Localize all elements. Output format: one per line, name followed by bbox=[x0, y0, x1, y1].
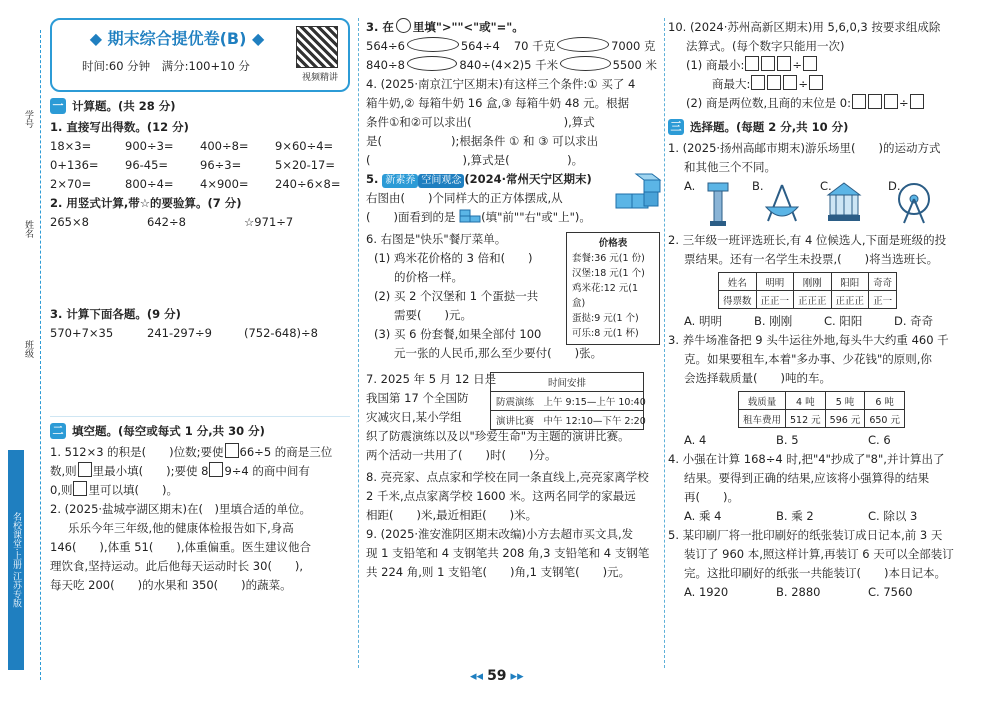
binding-margin bbox=[0, 0, 40, 705]
q9: 9. (2025·淮安淮阴区期末改编)小方去超市买文具,发 bbox=[366, 527, 634, 541]
cubes-icon bbox=[614, 172, 662, 214]
section-fill: 二 填空题。(每空或每式 1 分,共 30 分) bbox=[50, 423, 350, 439]
choice-q3: 3. 养牛场准备把 9 头牛运往外地,每头牛大约重 460 千 克。如果要租车,本着"多办事、少花钱"的原则,你 会选择载质量( )吨的车。 载质量 4 吨 5 吨 6 吨 租车费用 512 元 596 元 650 元 A. 4 B. 5 C. 6 bbox=[668, 333, 949, 447]
choice-q5: 5. 某印刷厂将一批印刷好的纸张装订成日记本,前 3 天 装订了 960 本,照这样计算,再装订 6 天可以全部装订 完。这批印刷好的纸张一共能装订( )本日记本。 A. 1920 B. 2880 C. 7560 bbox=[668, 528, 954, 599]
section-calculation: 一 计算题。(共 28 分) bbox=[50, 98, 350, 114]
choice-q2: 2. 三年级一班评选班长,有 4 位候选人,下面是班级的投 票结果。还有一名学生未投票,( )将当选班长。 姓名 明明 刚刚 阳阳 奇奇 得票数 正正一 正正正 正正正 正一 A. 明明 B. 刚刚 C. 阳阳 D. 奇奇 bbox=[668, 233, 947, 328]
choice-q4: 4. 小强在计算 168÷4 时,把"4"抄成了"8",并计算出了 结果。要得到正确的结果,应该将小强算得的结果 再( )。 A. 乘 4 B. 乘 2 C. 除以 3 bbox=[668, 452, 945, 523]
title-block bbox=[50, 18, 350, 92]
section-choice: 三 选择题。(每题 2 分,共 10 分) bbox=[668, 119, 968, 135]
mental-row: 2×70= 800÷4= 4×900= 240÷6×8= bbox=[50, 177, 341, 191]
q6: 6. 右图是"快乐"餐厅菜单。 (1) 鸡米花价格的 3 倍和( ) 的价格一样。 (2) 买 2 个汉堡和 1 个蛋挞一共 需要( )元。 (3) 买 6 份套餐,如果全部付 100 元一张的人民币,那么至少要付( )张。 价格表 套餐:36 元(1 份) 汉堡:18 元(1 个) 鸡米花:12 元(1 盒) 蛋挞:9 元(1 个) 可乐:8 元(1 杯) bbox=[366, 230, 661, 370]
seat-label: 学号 bbox=[23, 110, 33, 128]
pirate-ship-icon bbox=[760, 181, 804, 227]
vertical-calc-row: 265×8 642÷8 ☆971÷7 bbox=[50, 215, 294, 229]
qr-code-icon[interactable] bbox=[296, 26, 338, 68]
question-title: 1. 直接写出得数。(12 分) bbox=[50, 120, 189, 134]
series-band: 名校课堂·上册 江苏专版 bbox=[8, 450, 24, 670]
fill-q1: 1. 512×3 的积是( )位数;要使 66÷5 的商是三位 bbox=[50, 445, 333, 459]
top-view-icon bbox=[459, 209, 481, 223]
q10: 10. (2024·苏州高新区期末)用 5,6,0,3 按要求组成除 bbox=[668, 20, 941, 34]
column-divider bbox=[358, 18, 360, 668]
binding-line bbox=[40, 30, 41, 680]
fill-q2: 2. (2025·盐城亭湖区期末)在( )里填合适的单位。 bbox=[50, 502, 311, 516]
page-number: ◂◂ 59 ▸▸ bbox=[470, 668, 524, 684]
q8: 8. 亮亮家、点点家和学校在同一条直线上,亮亮家离学校 bbox=[366, 470, 649, 484]
tower-ride-icon bbox=[706, 181, 730, 227]
question-title: 3. 计算下面各题。(9 分) bbox=[50, 307, 181, 321]
column-divider bbox=[664, 18, 666, 668]
mental-row: 0+136= 96-45= 96÷3= 5×20-17= bbox=[50, 158, 336, 172]
ferris-wheel-icon bbox=[894, 181, 934, 227]
class-label: 班级 bbox=[23, 340, 33, 358]
price-menu: 价格表 套餐:36 元(1 份) 汉堡:18 元(1 个) 鸡米花:12 元(1 盒) 蛋挞:9 元(1 个) 可乐:8 元(1 杯) bbox=[566, 232, 660, 345]
compare-title: 3. 在 里填">""<"或"="。 bbox=[366, 20, 524, 34]
schedule-table: 时间安排 防震演练 上午 9:15—上午 10:40 演讲比赛 中午 12:10—下午 2:20 bbox=[490, 372, 644, 430]
column-middle: 3. 在 里填">""<"或"="。 564÷6 564÷4 70 千克 7000 克 840÷8 840÷(4×2) 5 千米 5500 米 4. (2025·南京江宁区期末)有这样三个条件:① 买了 4 箱牛奶,② 每箱牛奶 16 盒,③ 每箱牛奶 48 元。根据 条件①和②可以求出( ),算式 是( );根据条件 ① 和 ③ 可以求出 ( ),算式是( )。 5. 新素养 空间观念 (2024·常州天宁区期末) 右图由( )个同样大的正方体摆成,从 ( )面看到的是 (填"前""右"或"上")。 6. 右图是"快乐"餐厅菜单。 (1) 鸡米花价格的 3 倍和( ) 的价格一样。 (2) 买 2 个汉堡和 1 个蛋挞一共 需要( )元。 (3) 买 6 份套餐,如果全部付 100 元一张的人民币,那么至少要付( )张。 价格表 套餐:36 元(1 份) 汉堡:18 元(1 个) 鸡米花:12 元(1 盒) 蛋挞:9 元(1 个) 可乐:8 元(1 杯) 7. 2025 年 5 月 12 日是 我国第 17 个全国防 灾减灾日,某小学组 织了防震演练以及以"珍爱生命"为主题的演讲比赛。 两个活动一共用了( )时( )分。 时间安排 防震演练 上午 9:15—上午 10:40 演讲比赛 中午 12:10—下午 2:20 8. 亮亮家、点点家和学校在同一条直线上,亮亮家离学校 2 千米,点点家离学校 1600 米。这两名同学的家最远 相距( )米,最近相距( )米。 9. (2025·淮安淮阴区期末改编)小方去超市买文具,发 现 1 支铅笔和 4 支钢笔共 208 角,3 支铅笔和 4 支钢笔 共 224 角,则 1 支铅笔( )角,1 支钢笔( )元。 bbox=[366, 18, 661, 582]
qr-label: 视频精讲 bbox=[301, 73, 338, 83]
question-title: 2. 用竖式计算,带☆的要验算。(7 分) bbox=[50, 196, 242, 210]
carousel-icon bbox=[824, 181, 864, 227]
q5: 5. 新素养 空间观念 (2024·常州天宁区期末) 右图由( )个同样大的正方体摆成,从 ( )面看到的是 (填"前""右"或"上")。 bbox=[366, 170, 661, 230]
choice-q1: 1. (2025·扬州高邮市期末)游乐场里( )的运动方式 和其他三个不同。 A. B. C. D. bbox=[668, 139, 968, 231]
column-right: 10. (2024·苏州高新区期末)用 5,6,0,3 按要求组成除 法算式。(每个数字只能用一次) (1) 商最小: ÷ 商最大: ÷ (2) 商是两位数,且商的末位是 0: ÷ 三 选择题。(每题 2 分,共 10 分) 1. (2025·扬州高邮市期末)游乐场里( )的运动方式 和其他三个不同。 A. B. C. D. 2. 三年级一班评选班长,有 4 位候选人,下面是班级的投 票结果。还有一名学生未投票,( )将当选班长。 姓名 明明 刚刚 阳阳 奇奇 得票数 正正一 正正正 正正正 正一 A. 明明 B. 刚刚 C. 阳阳 D. 奇奇 3. 养牛场准备把 9 头牛运往外地,每头牛大约重 460 千 克。如果要租车,本着"多办事、少花钱"的原则,你 会选择载质量( )吨的车。 载质量 4 吨 5 吨 6 吨 租车费用 512 元 596 元 650 元 A. 4 B. 5 C. 6 4. 小强在计算 168÷4 时,把"4"抄成了"8",并计算出了 结果。要得到正确的结果,应该将小强算得的结果 再( )。 A. 乘 4 B. 乘 2 C. 除以 3 5. 某印刷厂将一批印刷好的纸张装订成日记本,前 3 天 装订了 960 本,照这样计算,再装订 6 天可以全部装订 完。这批印刷好的纸张一共能装订( )本日记本。 A. 1920 B. 2880 C. 7560 bbox=[668, 18, 968, 602]
q4: 4. (2025·南京江宁区期末)有这样三个条件:① 买了 4 bbox=[366, 77, 636, 91]
exam-time: 时间:60 分钟 满分:100+10 分 bbox=[82, 59, 250, 73]
mental-row: 18×3= 900÷3= 400÷8= 9×60÷4= bbox=[50, 139, 334, 153]
name-label: 姓名 bbox=[23, 220, 33, 238]
vote-table: 姓名 明明 刚刚 阳阳 奇奇 得票数 正正一 正正正 正正正 正一 bbox=[718, 272, 897, 309]
calc-row: 570+7×35 241-297÷9 (752-648)÷8 bbox=[50, 326, 318, 340]
column-left: ◆ 期末综合提优卷(B) ◆ 时间:60 分钟 满分:100+10 分 视频精讲 一 计算题。(共 28 分) 1. 直接写出得数。(12 分) 18×3= 900÷3= 400÷8= 9×60÷4= 0+136= 96-45= 96÷3= 5×20-17= 2×70= 800÷4= 4×900= 240÷6×8= 2. 用竖式计算,带☆的要验算。(7 分) 265×8 642÷8 ☆971÷7 3. 计算下面各题。(9 分) 570+7×35 241-297÷9 (752-648)÷8 二 填空题。(每空或每式 1 分,共 30 分) 1. 512×3 的积是( )位数;要使 66÷5 的商是三位 数,则 里最小填( );要使 8 9÷4 的商中间有 0,则 里可以填( )。 2. (2025·盐城亭湖区期末)在( )里填合适的单位。 乐乐今年三年级,他的健康体检报告如下,身高 146( ),体重 51( ),体重偏重。医生建议他合 理饮食,坚持运动。此后他每天运动时长 30( ), 每天吃 200( )的水果和 350( )的蔬菜。 bbox=[50, 18, 350, 595]
q7: 7. 2025 年 5 月 12 日是 我国第 17 个全国防 灾减灾日,某小学组 织了防震演练以及以"珍爱生命"为主题的演讲比赛。 两个活动一共用了( )时( )分。 时间安排 防震演练 上午 9:15—上午 10:40 演讲比赛 中午 12:10—下午 2:20 bbox=[366, 372, 646, 462]
truck-table: 载质量 4 吨 5 吨 6 吨 租车费用 512 元 596 元 650 元 bbox=[738, 391, 905, 428]
exam-title: ◆ 期末综合提优卷(B) ◆ bbox=[89, 29, 265, 48]
